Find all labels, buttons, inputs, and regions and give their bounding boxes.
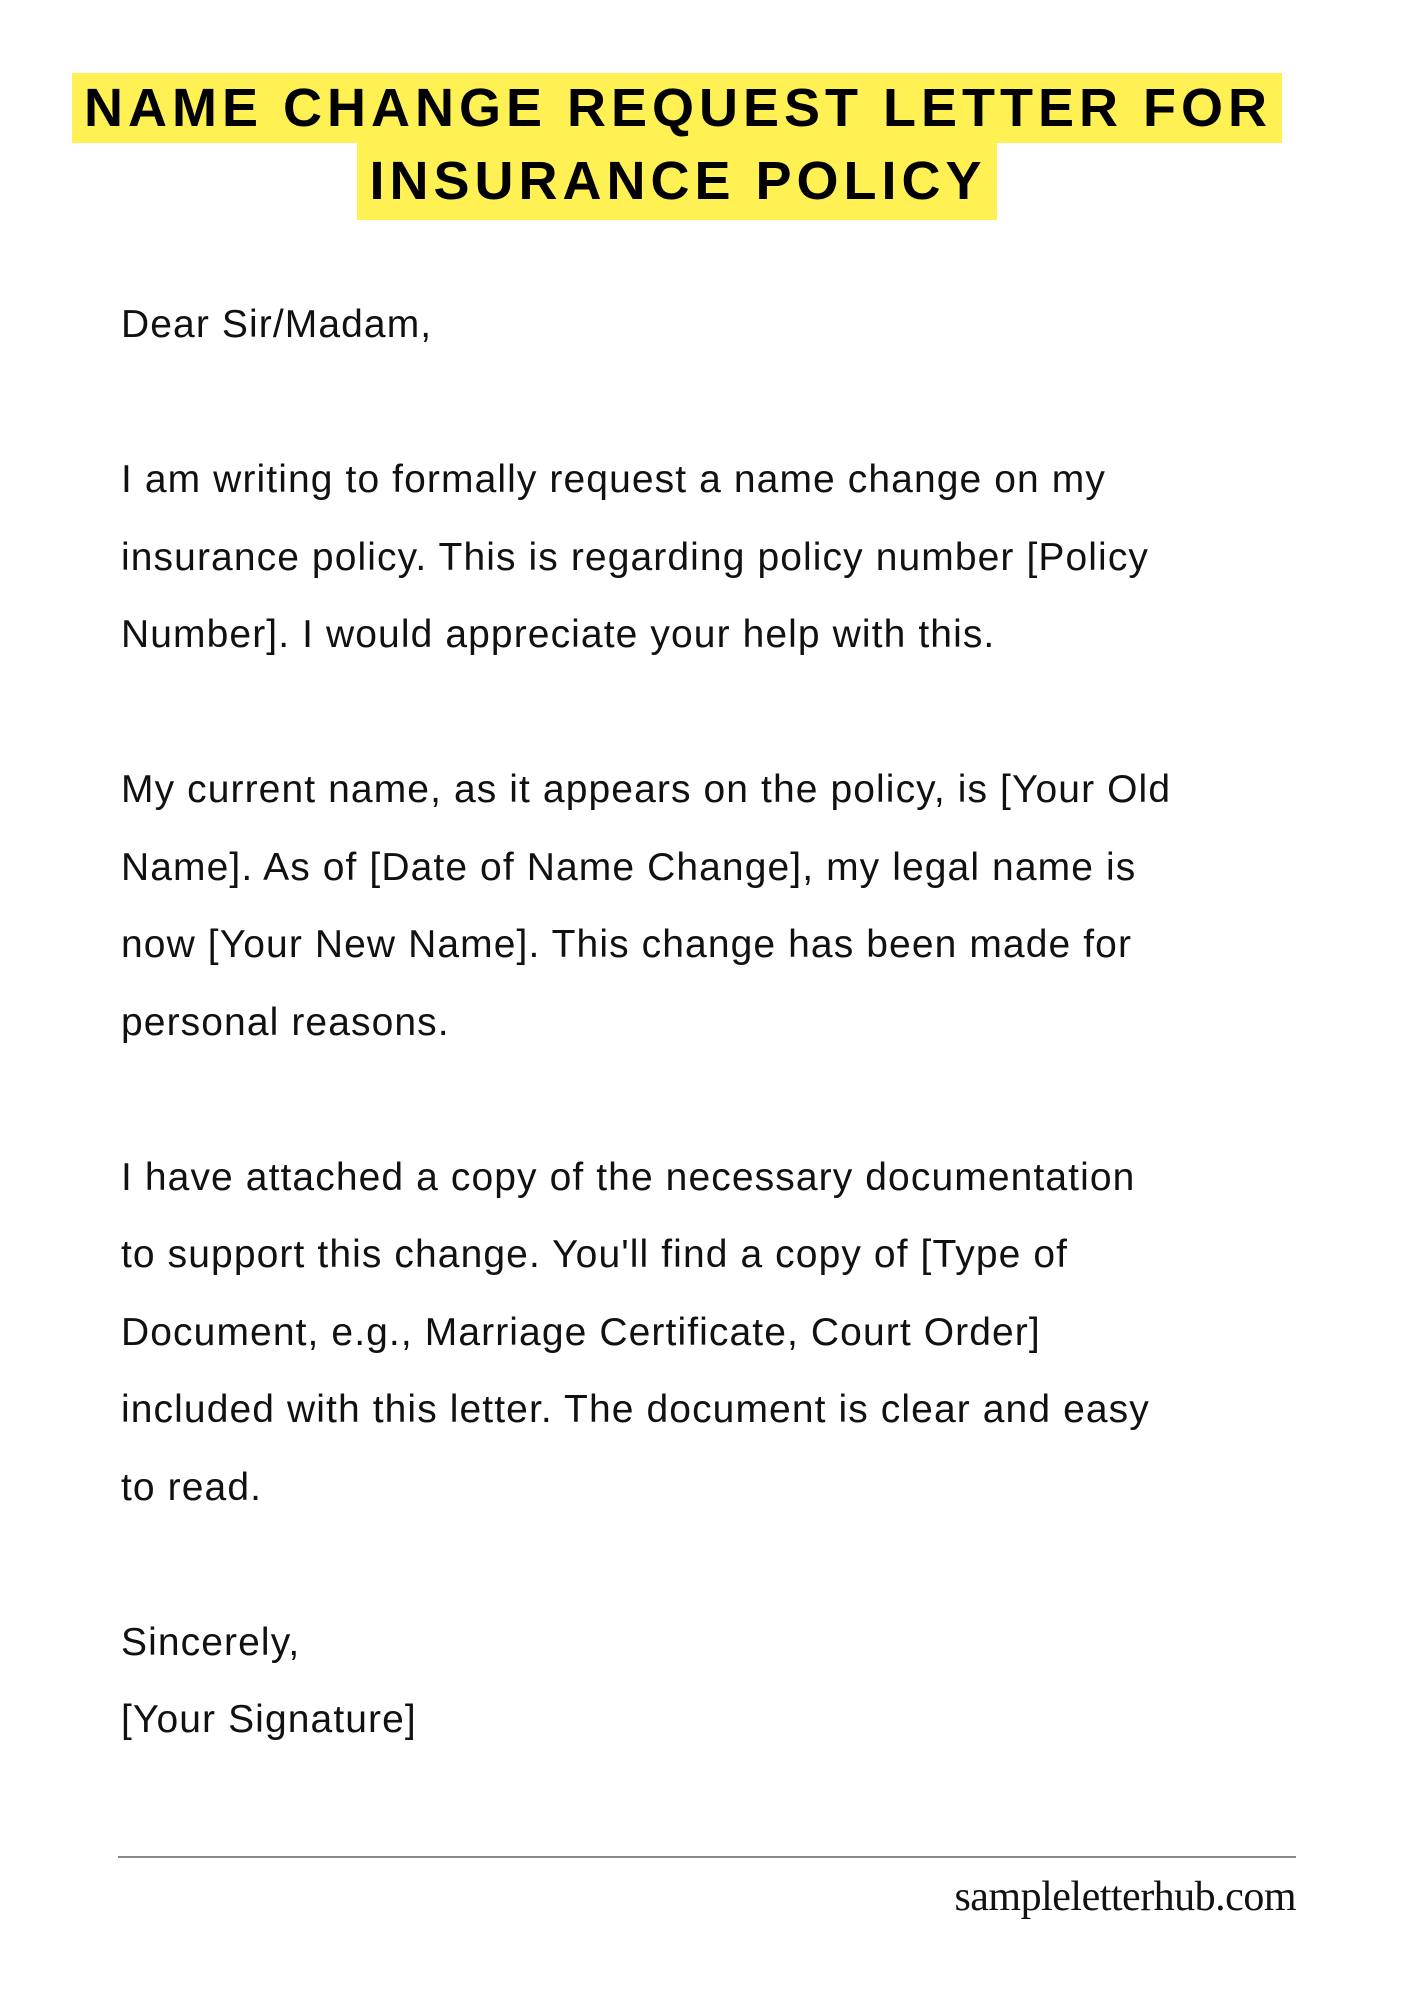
- paragraph-line: Number]. I would appreciate your help with this.: [121, 613, 996, 656]
- paragraph-line: insurance policy. This is regarding policy number [Policy: [121, 535, 1150, 579]
- footer-divider: [118, 1856, 1296, 1858]
- paragraph-line: Document, e.g., Marriage Certificate, Court Order]: [121, 1310, 1041, 1354]
- paragraph-line: included with this letter. The document is clear and easy: [121, 1388, 1150, 1431]
- spacer: [121, 364, 1171, 442]
- paragraph-2: [121, 751, 1171, 1061]
- paragraph-1: [121, 441, 1171, 674]
- paragraph-line: I am writing to formally request a name change on my: [121, 458, 1106, 501]
- salutation: Dear Sir/Madam,: [121, 303, 433, 346]
- paragraph-line: to support this change. You'll find a copy of [Type of: [121, 1233, 1069, 1276]
- title-line-2: INSURANCE POLICY: [357, 143, 996, 220]
- paragraph-line: My current name, as it appears on the policy, is [Your Old: [121, 768, 1172, 811]
- closing: Sincerely,: [121, 1620, 301, 1664]
- paragraph-line: personal reasons.: [121, 1000, 450, 1044]
- document-title: [0, 73, 1354, 220]
- paragraph-line: I have attached a copy of the necessary documentation: [121, 1155, 1136, 1199]
- paragraph-line: to read.: [121, 1465, 263, 1509]
- paragraph-3: [121, 1139, 1171, 1527]
- footer-site-name: sampleletterhub.com: [954, 1874, 1296, 1920]
- spacer: [121, 1061, 1171, 1139]
- signature-placeholder: [Your Signature]: [121, 1698, 417, 1741]
- letter-body: [121, 286, 1171, 1759]
- paragraph-line: Name]. As of [Date of Name Change], my legal name is: [121, 845, 1137, 889]
- spacer: [121, 674, 1171, 752]
- title-line-1: NAME CHANGE REQUEST LETTER FOR: [72, 73, 1282, 143]
- spacer: [121, 1526, 1171, 1604]
- paragraph-line: now [Your New Name]. This change has been made for: [121, 923, 1133, 966]
